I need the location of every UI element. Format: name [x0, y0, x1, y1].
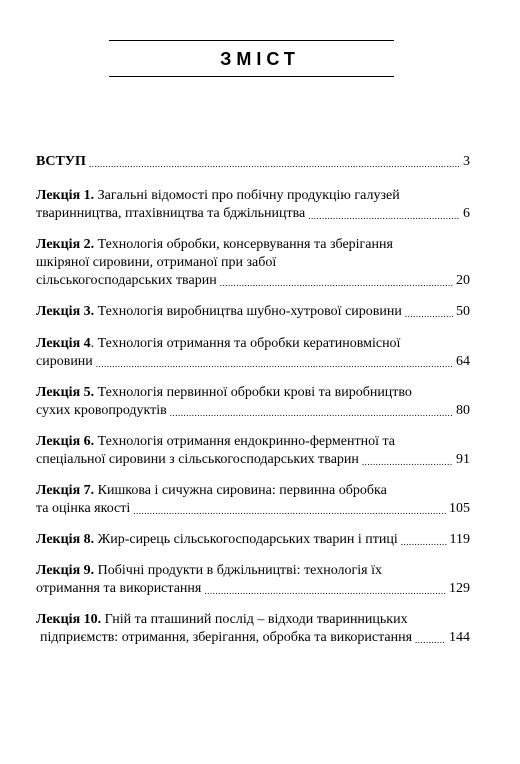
toc-entry-lecture-3[interactable]: [36, 303, 470, 321]
toc-entry-label: Лекція 8.: [36, 532, 95, 547]
toc-page-number: 91: [456, 452, 470, 467]
toc-page-number: 80: [456, 403, 470, 418]
toc-entry-label: Лекція 7.: [36, 483, 95, 498]
toc-entry-lecture-4[interactable]: [36, 335, 470, 371]
dot-leader: [133, 504, 446, 518]
toc-entry-lecture-6[interactable]: [36, 433, 470, 469]
dot-leader: [308, 209, 460, 223]
toc-entry-title-line: та оцінка якості: [36, 501, 131, 516]
header-top-rule: [109, 40, 394, 41]
dot-leader: [401, 535, 447, 549]
toc-entry-title-line: підприємств: отримання, зберігання, обробка та використання: [40, 630, 413, 645]
toc-entry-title-line: сільськогосподарських тварин: [36, 273, 217, 288]
toc-page-number: 129: [449, 581, 470, 596]
toc-page-number: 6: [463, 206, 470, 221]
toc-entry-label: Лекція 6.: [36, 434, 95, 449]
toc-page-number: 50: [456, 304, 470, 319]
toc-entry-title-line: тваринництва, птахівництва та бджільництва: [36, 206, 306, 221]
toc-entry-title-line: . Технологія отримання та обробки кератиновмісної: [90, 336, 401, 351]
toc-entry-lecture-10[interactable]: [36, 611, 470, 647]
toc-entry-label: Лекція 5.: [36, 385, 95, 400]
toc-page-number: 105: [449, 501, 470, 516]
dot-leader: [362, 455, 453, 469]
dot-leader: [204, 584, 446, 598]
toc-entry-title-line: Гній та пташиний послід – відходи тваринницьких: [104, 612, 408, 627]
toc-entry-lecture-1[interactable]: [36, 187, 470, 223]
toc-entry-title-line: спеціальної сировини з сільськогосподарських тварин: [36, 452, 359, 467]
page-title: ЗМІСТ: [220, 49, 300, 69]
toc-entry-intro[interactable]: [36, 153, 470, 171]
toc-page-number: 3: [463, 154, 470, 169]
toc-entry-title-line: Жир-сирець сільськогосподарських тварин і птиці: [97, 532, 398, 547]
toc-entry-title-line: Побічні продукти в бджільництві: технологія їх: [97, 563, 382, 578]
toc-entry-lecture-9[interactable]: [36, 562, 470, 598]
table-of-contents: [36, 153, 470, 647]
toc-entry-title-line: Технологія виробництва шубно-хутрової сировини: [97, 304, 402, 319]
toc-entry-title-line: Кишкова і сичужна сировина: первинна обробка: [97, 483, 387, 498]
toc-entry-label: Лекція 10.: [36, 612, 102, 627]
toc-entry-lecture-2[interactable]: [36, 236, 470, 290]
toc-page-number: 20: [456, 273, 470, 288]
header-bottom-rule: [109, 76, 394, 77]
toc-entry-label: Лекція 9.: [36, 563, 95, 578]
dot-leader: [415, 633, 446, 647]
dot-leader: [89, 157, 460, 171]
toc-entry-lecture-7[interactable]: [36, 482, 470, 518]
toc-entry-label: Лекція 2.: [36, 237, 95, 252]
dot-leader: [170, 406, 453, 420]
toc-entry-title-line: Технологія отримання ендокринно-ферментної та: [97, 434, 395, 449]
toc-page-number: 64: [456, 354, 470, 369]
dot-leader: [96, 357, 453, 371]
toc-page-number: 144: [449, 630, 470, 645]
toc-page-number: 119: [449, 532, 470, 547]
toc-entry-lecture-5[interactable]: [36, 384, 470, 420]
toc-entry-title-line: сухих кровопродуктів: [36, 403, 167, 418]
toc-entry-title-line: сировини: [36, 354, 93, 369]
toc-entry-label: Лекція 3.: [36, 304, 95, 319]
toc-entry-title-line: Технологія первинної обробки крові та виробництво: [97, 385, 412, 400]
toc-entry-lecture-8[interactable]: [36, 531, 470, 549]
toc-entry-label: Лекція 4: [36, 336, 91, 351]
toc-entry-label: ВСТУП: [36, 154, 86, 169]
toc-entry-title-line: Технологія обробки, консервування та зберігання: [97, 237, 393, 252]
dot-leader: [220, 276, 453, 290]
toc-entry-title-line: шкіряної сировини, отриманої при забої: [36, 255, 277, 270]
dot-leader: [405, 307, 453, 321]
toc-entry-label: Лекція 1.: [36, 188, 95, 203]
toc-entry-title-line: Загальні відомості про побічну продукцію галузей: [97, 188, 400, 203]
toc-entry-title-line: отримання та використання: [36, 581, 202, 596]
